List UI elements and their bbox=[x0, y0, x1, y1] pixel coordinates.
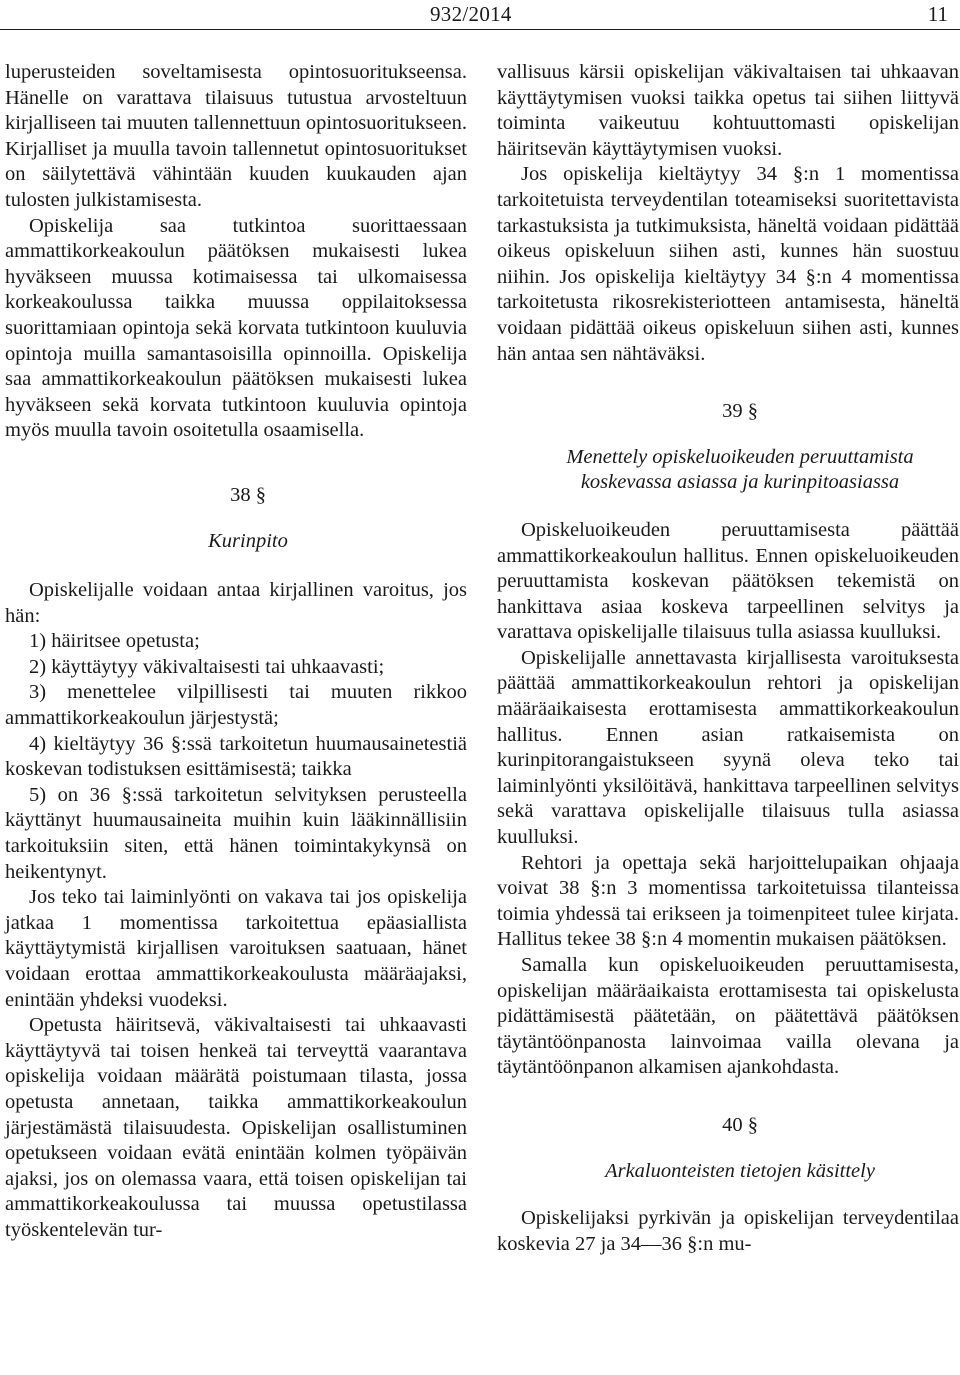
list-item: 5) on 36 §:ssä tarkoitetun selvityksen perusteella käyttänyt huumausaineita muihin kuin lääkinnällisiin tarkoituksiin siten, että hänen toimintakykynsä on heikentynyt. bbox=[5, 783, 467, 883]
issue-number: 932/2014 bbox=[430, 2, 512, 26]
paragraph: Opetusta häiritsevä, väkivaltaisesti tai uhkaavasti käyttäytyvä tai toisen henkeä tai terveyttä vaarantava opiskelija voidaan määrätä poistumaan tilasta, jossa opetusta annetaan, taikka ammattikorkeakoulun järjestämästä tilaisuudesta. Opiskelijan osallistuminen opetukseen voidaan evätä enintään kolmen työpäivän ajaksi, jos on olemassa vaara, että toisen opiskelijan tai ammattikorkeakoulussa tai muussa opetustilassa työskentelevän tur- bbox=[5, 1014, 467, 1241]
section-39-number: 39 § bbox=[722, 400, 758, 423]
section-39-title-line1: Menettely opiskeluoikeuden peruuttamista bbox=[566, 445, 914, 468]
paragraph: vallisuus kärsii opiskelijan väkivaltaisen tai uhkaavan käyttäytymisen vuoksi taikka opetus tai siihen liittyvä toiminta vaikeutuu kohtuuttomasti opiskelijan häiritsevän käyttäytymisen vuoksi. bbox=[497, 61, 959, 160]
page-header bbox=[0, 0, 960, 30]
paragraph: Jos opiskelija kieltäytyy 34 §:n 1 momentissa tarkoitetuista terveydentilan toteamiseksi suoritettavista tarkastuksista ja tutkimuksista, häneltä voidaan pidättää oikeus opiskeluun siihen asti, kunnes hän suostuu niihin. Jos opiskelija kieltäytyy 34 §:n 4 momentissa tarkoitetusta rikosrekisteriotteen antamisesta, häneltä voidaan pidättää oikeus opiskeluun siihen asti, kunnes hän antaa sen nähtäväksi. bbox=[497, 163, 959, 365]
list-item: 1) häiritsee opetusta; bbox=[29, 630, 200, 653]
paragraph: luperusteiden soveltamisesta opintosuoritukseensa. Hänelle on varattava tilaisuus tutustua arvosteltuun kirjalliseen tai muuten tallennettuun opintosuoritukseen. Kirjalliset ja muulla tavoin tallennetut opintosuoritukset on säilytettävä vähintään kuuden kuukauden ajan tulosten julkistamisesta. bbox=[5, 61, 467, 211]
list-item: 2) käyttäytyy väkivaltaisesti tai uhkaavasti; bbox=[29, 655, 385, 678]
paragraph: Jos teko tai laiminlyönti on vakava tai jos opiskelija jatkaa 1 momentissa tarkoitettua epäasiallista käyttäytymistä kirjallisen varoituksen saatuaan, hänet voidaan erottaa ammattikorkeakoulusta määräajaksi, enintään yhdeksi vuodeksi. bbox=[5, 886, 467, 1011]
paragraph: Opiskelijalle voidaan antaa kirjallinen varoitus, jos hän: bbox=[5, 579, 467, 627]
section-40-title: Arkaluonteisten tietojen käsittely bbox=[605, 1159, 875, 1182]
paragraph: Rehtori ja opettaja sekä harjoittelupaikan ohjaaja voivat 38 §:n 3 momentissa tarkoitetuissa tilanteissa toimia yhdessä tai erikseen ja toimenpiteet tulee kirjata. Hallitus tekee 38 §:n 4 momentin mukaisen päätöksen. bbox=[497, 851, 959, 951]
list-item: 3) menettelee vilpillisesti tai muuten rikkoo ammattikorkeakoulun järjestystä; bbox=[5, 681, 467, 730]
right-column bbox=[497, 60, 959, 1257]
left-column bbox=[5, 60, 467, 1244]
page-number: 11 bbox=[927, 2, 948, 26]
header-rule bbox=[0, 29, 960, 30]
paragraph: Opiskelijaksi pyrkivän ja opiskelijan terveydentilaa koskevia 27 ja 34—36 §:n mu- bbox=[497, 1207, 959, 1255]
paragraph: Opiskelija saa tutkintoa suorittaessaan ammattikorkeakoulun päätöksen mukaisesti lukea hyväkseen muussa kotimaisessa tai ulkomaisessa korkeakoulussa taikka muussa oppilaitoksessa suorittamiaan opintoja sekä korvata tutkintoon kuuluvia opintoja muilla samantasoisilla opinnoilla. Opiskelija saa ammattikorkeakoulun päätöksen mukaisesti lukea hyväkseen sekä korvata tutkintoon kuuluvia opintoja myös muulla tavoin osoitetulla osaamisella. bbox=[5, 214, 467, 442]
paragraph: Opiskelijalle annettavasta kirjallisesta varoituksesta päättää ammattikorkeakoulun rehtori ja opiskelijan määräaikaisesta erottamisesta ammattikorkeakoulun hallitus. Ennen asian ratkaisemista on kurinpitorangaistukseen syynä oleva teko tai laiminlyönti yksilöitävä, hankittava tarpeellinen selvitys sekä varattava opiskelijalle tilaisuus tulla asiassa kuulluksi. bbox=[497, 646, 959, 849]
section-39-title-line2: koskevassa asiassa ja kurinpitoasiassa bbox=[580, 471, 900, 494]
section-40-number: 40 § bbox=[722, 1113, 758, 1136]
section-38-title: Kurinpito bbox=[208, 529, 288, 552]
list-item: 4) kieltäytyy 36 §:ssä tarkoitetun huumausainetestiä koskevan todistuksen esittämisestä; taikka bbox=[5, 732, 467, 781]
paragraph: Opiskeluoikeuden peruuttamisesta päättää ammattikorkeakoulun hallitus. Ennen opiskeluoikeuden peruuttamista koskevan päätöksen tekemistä on hankittava asiaa koskeva tarpeellinen selvitys ja varattava opiskelijalle tilaisuus tulla asiassa kuulluksi. bbox=[497, 518, 959, 644]
section-38-number: 38 § bbox=[230, 483, 266, 506]
paragraph: Samalla kun opiskeluoikeuden peruuttamisesta, opiskelijan määräaikaista erottamisesta tai opiskelusta pidättämisestä päätetään, on päätettävä päätöksen täytäntöönpanosta lainvoimaa vailla olevana ja täytäntöönpanon alkamisen ajankohdasta. bbox=[497, 954, 959, 1079]
